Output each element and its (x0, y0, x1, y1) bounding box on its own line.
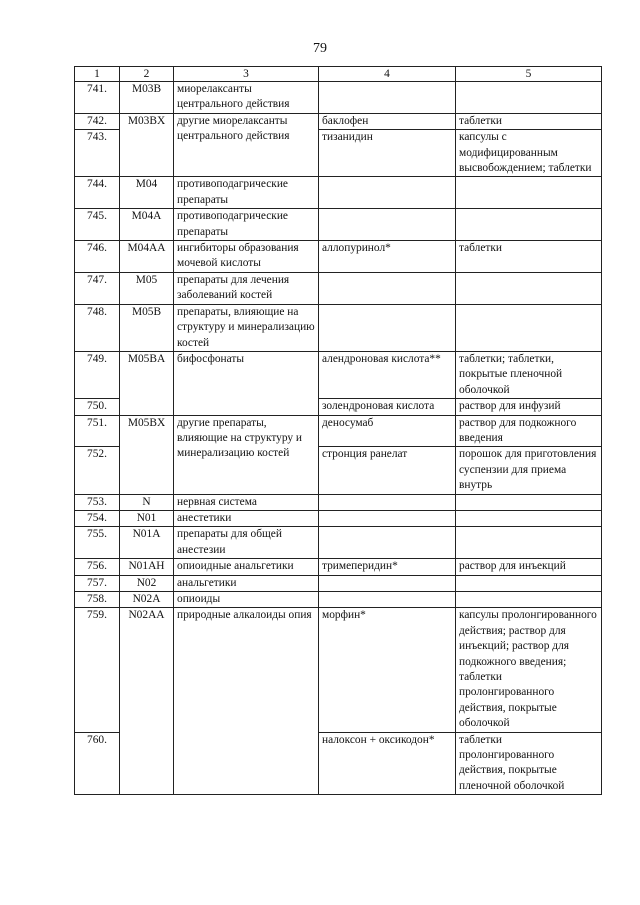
dosage-form (456, 177, 602, 209)
dosage-form: капсулы с модифицированным высвобождением; таблетки (456, 130, 602, 177)
atc-name: препараты для лечения заболеваний костей (174, 272, 319, 304)
table-row (75, 575, 602, 591)
row-number: 759. (75, 608, 120, 732)
atc-code: M05BX (120, 415, 174, 494)
dosage-form: таблетки пролонгированного действия, покрытые пленочной оболочкой (456, 732, 602, 795)
drug-name (319, 527, 456, 559)
atc-name: нервная система (174, 494, 319, 510)
atc-code: N (120, 494, 174, 510)
drug-name: тизанидин (319, 130, 456, 177)
drug-name: алендроновая кислота** (319, 351, 456, 398)
table-row (75, 241, 602, 273)
table-row (75, 113, 602, 129)
row-number: 741. (75, 82, 120, 114)
page-number: 79 (313, 41, 327, 56)
atc-code: N02AA (120, 608, 174, 795)
drug-name: морфин* (319, 608, 456, 732)
drug-name: стронция ранелат (319, 447, 456, 494)
row-number: 744. (75, 177, 120, 209)
atc-code: M05BA (120, 351, 174, 415)
atc-code: M04 (120, 177, 174, 209)
table-row (75, 559, 602, 575)
dosage-form: таблетки (456, 241, 602, 273)
atc-name: анальгетики (174, 575, 319, 591)
atc-name: противоподагрические препараты (174, 177, 319, 209)
dosage-form (456, 272, 602, 304)
dosage-form (456, 510, 602, 526)
drug-name: тримеперидин* (319, 559, 456, 575)
row-number: 754. (75, 510, 120, 526)
atc-name: препараты для общей анестезии (174, 527, 319, 559)
dosage-form (456, 304, 602, 351)
column-header: 4 (319, 67, 456, 82)
dosage-form (456, 494, 602, 510)
dosage-form: раствор для инфузий (456, 399, 602, 415)
row-number: 748. (75, 304, 120, 351)
table-row (75, 527, 602, 559)
atc-code: M05B (120, 304, 174, 351)
atc-code: N02 (120, 575, 174, 591)
header-row (75, 67, 602, 82)
drug-name: баклофен (319, 113, 456, 129)
table-row (75, 415, 602, 447)
atc-code: M04A (120, 209, 174, 241)
atc-code: N01 (120, 510, 174, 526)
dosage-form (456, 82, 602, 114)
atc-code: N01AH (120, 559, 174, 575)
drug-name (319, 177, 456, 209)
table-row (75, 177, 602, 209)
atc-name: препараты, влияющие на структуру и минерализацию костей (174, 304, 319, 351)
drug-name (319, 304, 456, 351)
atc-name: опиоидные анальгетики (174, 559, 319, 575)
atc-name: противоподагрические препараты (174, 209, 319, 241)
row-number: 758. (75, 592, 120, 608)
atc-name: анестетики (174, 510, 319, 526)
row-number: 747. (75, 272, 120, 304)
table-row (75, 272, 602, 304)
row-number: 751. (75, 415, 120, 447)
atc-name: миорелаксанты центрального действия (174, 82, 319, 114)
column-header: 2 (120, 67, 174, 82)
drug-name: налоксон + оксикодон* (319, 732, 456, 795)
drug-name (319, 494, 456, 510)
table-row (75, 608, 602, 732)
row-number: 756. (75, 559, 120, 575)
drug-name (319, 575, 456, 591)
atc-name: ингибиторы образования мочевой кислоты (174, 241, 319, 273)
dosage-form (456, 527, 602, 559)
table-row (75, 494, 602, 510)
drug-name (319, 82, 456, 114)
column-header: 1 (75, 67, 120, 82)
row-number: 753. (75, 494, 120, 510)
row-number: 752. (75, 447, 120, 494)
drug-name (319, 510, 456, 526)
atc-code: M05 (120, 272, 174, 304)
atc-name: другие препараты, влияющие на структуру и минерализацию костей (174, 415, 319, 494)
dosage-form: раствор для подкожного введения (456, 415, 602, 447)
row-number: 746. (75, 241, 120, 273)
dosage-form: порошок для приготовления суспензии для приема внутрь (456, 447, 602, 494)
table-row (75, 351, 602, 398)
row-number: 760. (75, 732, 120, 795)
column-header: 3 (174, 67, 319, 82)
drug-name: золендроновая кислота (319, 399, 456, 415)
atc-name: опиоиды (174, 592, 319, 608)
dosage-form (456, 575, 602, 591)
drug-name (319, 209, 456, 241)
table-row (75, 82, 602, 114)
dosage-form: таблетки (456, 113, 602, 129)
table-row (75, 592, 602, 608)
dosage-form: капсулы пролонгированного действия; раствор для инъекций; раствор для подкожного введения; таблетки пролонгированного действия, покрытые оболочкой (456, 608, 602, 732)
row-number: 742. (75, 113, 120, 129)
atc-code: N01A (120, 527, 174, 559)
drug-name (319, 592, 456, 608)
table-row (75, 209, 602, 241)
table-row (75, 304, 602, 351)
row-number: 750. (75, 399, 120, 415)
table-row (75, 510, 602, 526)
atc-name: другие миорелаксанты центрального действия (174, 113, 319, 177)
row-number: 757. (75, 575, 120, 591)
atc-code: N02A (120, 592, 174, 608)
atc-name: природные алкалоиды опия (174, 608, 319, 795)
dosage-form (456, 592, 602, 608)
dosage-form: раствор для инъекций (456, 559, 602, 575)
row-number: 755. (75, 527, 120, 559)
drug-name: деносумаб (319, 415, 456, 447)
dosage-form: таблетки; таблетки, покрытые пленочной оболочкой (456, 351, 602, 398)
drug-name: аллопуринол* (319, 241, 456, 273)
atc-code: M03B (120, 82, 174, 114)
medicines-table (74, 66, 602, 795)
row-number: 749. (75, 351, 120, 398)
dosage-form (456, 209, 602, 241)
column-header: 5 (456, 67, 602, 82)
row-number: 743. (75, 130, 120, 177)
atc-code: M03BX (120, 113, 174, 177)
drug-name (319, 272, 456, 304)
atc-name: бифосфонаты (174, 351, 319, 415)
row-number: 745. (75, 209, 120, 241)
atc-code: M04AA (120, 241, 174, 273)
